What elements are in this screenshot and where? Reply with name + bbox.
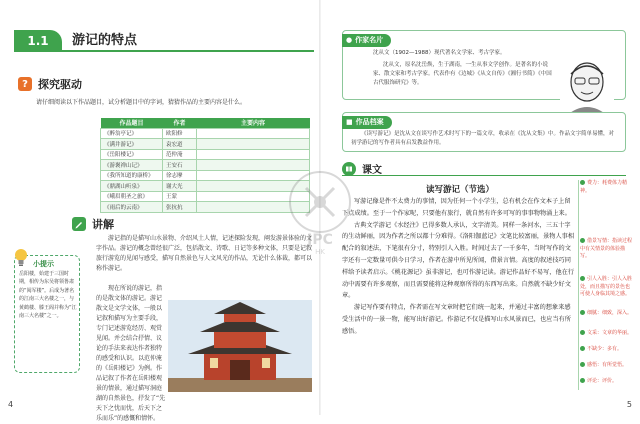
watermark-sub: HK: [315, 248, 325, 256]
chapter-header: [14, 30, 314, 52]
essay-paragraph: 写游记像是件不太费力的事情，因为任何一个小学生，总有机会在作文本子上留下点成绩。至于一个作家呢，只要他有旅行，就自然有许多可写的事事物物涌上来。: [342, 198, 571, 217]
work-author-cell: 王蒙: [163, 191, 197, 202]
work-title-cell: 《雨后的云南》: [101, 202, 163, 213]
work-text: 《读写游记》是沈从文在谈写作艺术时写下的一篇文章，收录在《沈从文集》中。作品文字简单易懂，对初学游记的写作者具有启发教益作用。: [351, 131, 615, 146]
bullet-icon: [580, 276, 585, 281]
work-author-cell: 欧阳修: [163, 128, 197, 139]
work-title-cell: 《鼎湖山听泉》: [101, 181, 163, 192]
table-header: 作者: [163, 118, 197, 128]
person-icon: ●: [346, 35, 353, 44]
note-item: 不缺少：多有。: [580, 346, 634, 354]
note-item: 细腻：细致，深入。: [580, 310, 634, 318]
bullet-icon: [580, 346, 585, 351]
note-item: 文采：文章的华丽。: [580, 330, 634, 338]
pencil-icon: [72, 217, 86, 231]
chapter-number: 1.1: [14, 30, 62, 52]
work-author-cell: 袁宏道: [163, 139, 197, 150]
explain-heading: [72, 216, 114, 232]
explore-instruction: 请仔细阅读以下作品题目，试分析题目中的字词，猜猜作品的主要内容是什么。: [36, 99, 247, 106]
chapter-title: 游记的特点: [72, 33, 138, 48]
author-portrait: [560, 56, 614, 116]
explore-heading: [18, 76, 82, 92]
author-card-title: 作家名片: [355, 35, 384, 44]
bullet-icon: [580, 378, 585, 383]
page-number-left: 4: [8, 400, 14, 409]
work-content-cell: [197, 128, 310, 139]
tip-title: 小提示: [33, 260, 54, 268]
explore-title: 探究驱动: [38, 78, 82, 91]
author-line-1: 沈从文（1902—1988）现代著名文学家、考古学家。: [373, 50, 506, 56]
jpc-watermark-logo: [284, 168, 356, 256]
table-row: [101, 149, 310, 160]
note-item: 感悟：有所觉悟。: [580, 362, 634, 370]
table-header: 作品题目: [101, 118, 163, 128]
table-row: [101, 139, 310, 150]
essay-body: [342, 196, 576, 338]
lightbulb-icon: [13, 248, 29, 268]
explain-paragraph-1: 游记指的是描写山水景物、介绍风土人情，记述探险发现，阐发游景体验的文字作品。游记的概念曾经很广泛，包括散文、诗歌、日记等多种文体，只要是记叙旅行游览的见闻与感受，描写自然景色与人文风光的作品，无论什么体裁，都可以称作游记。: [96, 235, 313, 272]
work-card: [342, 112, 626, 152]
note-item: 费力：耗费体力精神。: [580, 180, 628, 194]
table-row: [101, 202, 310, 213]
notes-divider: [578, 180, 579, 390]
explain-title: 讲解: [92, 218, 114, 231]
table-header: 主要内容: [197, 118, 310, 128]
bullet-icon: [580, 330, 585, 335]
work-content-cell: [197, 139, 310, 150]
work-title-cell: 《我所知道的康桥》: [101, 170, 163, 181]
essay-title: 读写游记（节选）: [425, 185, 494, 195]
yueyang-tower-image: [168, 300, 312, 392]
bullet-icon: [580, 238, 585, 243]
bullet-icon: [580, 362, 585, 367]
watermark-text: JPC: [307, 232, 333, 248]
tip-box: [14, 255, 80, 373]
work-content-cell: [197, 149, 310, 160]
work-author-cell: 徐志摩: [163, 170, 197, 181]
work-title-cell: 《醉翁亭记》: [101, 128, 163, 139]
table-row: [101, 181, 310, 192]
work-title-cell: 《峨眉朝圣之旅》: [101, 191, 163, 202]
lesson-title: 课文: [362, 165, 382, 176]
tip-text: 岳阳楼，始建于三国时期，相传为东吴将领鲁肃的“阅军楼”。后成为著名的江南三大名楼之一，与黄鹤楼、滕王阁并称为“江南三大名楼”之一。: [19, 271, 77, 320]
question-icon: ?: [18, 77, 32, 91]
lesson-heading: [342, 162, 626, 176]
bullet-icon: [580, 310, 585, 315]
table-row: [101, 128, 310, 139]
bullet-icon: [580, 180, 585, 185]
explain-paragraph-2: 现在所说的游记，指的是散文体的游记。游记散文是文学文体，一般以记叙和描写为主要手段，专门记述游览经历、观赏见闻。并会结合抒情、议论的手法来表达作者独特的感受和认识。以范仲淹的《岳阳楼记》为例。作品记叙了作者在岳阳楼观景的情景，通过描写洞庭湖的自然景色，抒发了“先天下之忧而忧，后天下之乐而乐”的感慨和情怀。: [96, 285, 166, 422]
document-icon: ■: [346, 117, 353, 126]
work-title-cell: 《游褒禅山记》: [101, 160, 163, 171]
note-item: 评论：评价。: [580, 378, 634, 386]
author-line-2: 沈从文，原名沈岳焕，生于湖南，一生从事文学创作。是著名的小说家、散文家和考古学家。代表作有《边城》《从文自传》《湘行书简》《中国古代服饰研究》等。: [373, 62, 552, 86]
work-author-cell: 张抗抗: [163, 202, 197, 213]
table-row: [101, 191, 310, 202]
author-card-tag: [342, 34, 391, 47]
work-author-cell: 范仲淹: [163, 149, 197, 160]
work-title-cell: 《满井游记》: [101, 139, 163, 150]
note-item: 引人入胜：引人入胜处，而且描写的景色也可使人身临其境之感。: [580, 276, 633, 298]
page-number-right: 5: [626, 400, 632, 409]
work-title-cell: 《岳阳楼记》: [101, 149, 163, 160]
work-card-title: 作品档案: [355, 117, 384, 126]
table-row: [101, 170, 310, 181]
note-item: 借景写情：指读过程中有关情景的体验描写。: [580, 238, 633, 260]
works-table: [100, 118, 310, 213]
essay-paragraph: 游记写作要有特点，作者需在写文章时把它们统一起来，并通过丰富的想象来感受生活中的一景一物，能写出好游记。作游记不仅是描写山水风景而已，也应当有所感悟。: [342, 304, 571, 335]
essay-paragraph: 古典文学游记《水经注》已得多数人承认，文字清美。同样一条河水，三五十字的生动鲜丽，因为作者之所以都十分难得。《洛阳伽蓝记》文笔比较富丽，景物人事相配合的叙述法，下笔很有分寸，特别引人入胜。时间过去了一千多年，当时写作的文字还有一定数量可供今日学习，作者在游中所见所闻，借景言情。高度的叙述技巧同样给予读者启示。《桃花源记》虽非游记，也可作游记读。游记作品好不易写，他在行动中需要有许多观察，而且需要能将这种观察所得的东西写出来。自然就不缺少好文章。: [342, 221, 575, 300]
table-row: [101, 160, 310, 171]
work-card-tag: [342, 116, 392, 129]
work-author-cell: 王安石: [163, 160, 197, 171]
work-author-cell: 谢大光: [163, 181, 197, 192]
